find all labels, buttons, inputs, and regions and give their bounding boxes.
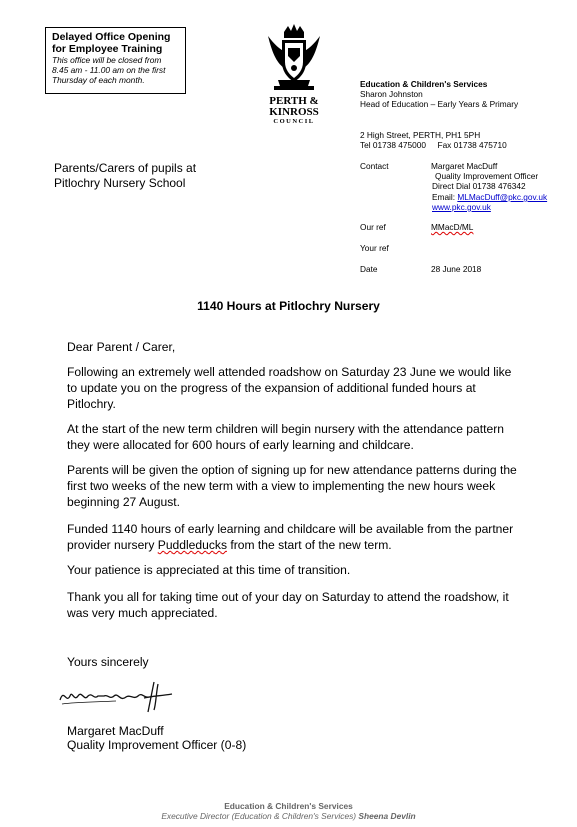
p2-line2: they were allocated for 600 hours of early learning and childcare. xyxy=(67,438,414,452)
closing: Yours sincerely xyxy=(67,655,149,669)
your-ref-label: Your ref xyxy=(360,243,389,253)
paragraph-6 xyxy=(67,589,509,621)
footer-line1: Education & Children's Services xyxy=(224,801,353,811)
p4-line2-start: provider nursery xyxy=(67,538,158,552)
signer-role: Quality Improvement Officer (0-8) xyxy=(67,738,247,752)
council-logo xyxy=(262,22,326,125)
p6-line1: Thank you all for taking time out of your day on Saturday to attend the roadshow, it xyxy=(67,590,509,604)
recipient-line1: Parents/Carers of pupils at xyxy=(54,161,197,175)
sender-name: Sharon Johnston xyxy=(360,89,423,99)
footer-line2 xyxy=(0,811,577,821)
sender-department: Education & Children's Services xyxy=(360,79,488,89)
p3-line3: beginning 27 August. xyxy=(67,495,180,509)
p4-line1: Funded 1140 hours of early learning and childcare will be available from the partner xyxy=(67,522,514,536)
paragraph-4 xyxy=(67,521,513,553)
notice-body-line2: 8.45 am - 11.00 am on the first xyxy=(52,65,166,75)
notice-title-line1: Delayed Office Opening xyxy=(52,31,171,43)
contact-direct-dial: Direct Dial 01738 476342 xyxy=(432,181,526,191)
footer-director-title: Executive Director (Education & Children's Services) xyxy=(161,811,359,821)
notice-body-line3: Thursday of each month. xyxy=(52,75,145,85)
p1-line3: Pitlochry. xyxy=(67,397,116,411)
p4-line2-end: from the start of the new term. xyxy=(227,538,392,552)
paragraph-3 xyxy=(67,462,517,510)
logo-text-line2: KINROSS xyxy=(269,106,319,118)
p4-line2 xyxy=(67,537,513,553)
p3-line1: Parents will be given the option of signing up for new attendance patterns during the xyxy=(67,463,517,477)
salutation: Dear Parent / Carer, xyxy=(67,340,176,354)
paragraph-1 xyxy=(67,364,511,412)
our-ref-label: Our ref xyxy=(360,222,386,232)
contact-name: Margaret MacDuff xyxy=(431,161,498,171)
p3-line2: first two weeks of the new term with a view to implementing the new hours week xyxy=(67,479,496,493)
contact-email-link[interactable]: MLMacDuff@pkc.gov.uk xyxy=(457,192,548,202)
sender-role: Head of Education – Early Years & Primary xyxy=(360,99,519,109)
logo-text-line3: COUNCIL xyxy=(273,118,315,125)
footer-director-name: Sheena Devlin xyxy=(358,811,416,821)
paragraph-2 xyxy=(67,421,504,453)
office-notice-box xyxy=(45,27,186,94)
contact-role: Quality Improvement Officer xyxy=(435,171,539,181)
notice-body-line1: This office will be closed from xyxy=(52,55,162,65)
contact-label: Contact xyxy=(360,161,389,171)
paragraph-5: Your patience is appreciated at this time of transition. xyxy=(67,563,351,577)
date-label: Date xyxy=(360,264,378,274)
contact-email-row xyxy=(432,192,547,202)
p4-partner-name: Puddleducks xyxy=(157,538,227,552)
logo-text-line1: PERTH & xyxy=(269,95,319,107)
p6-line2: was very much appreciated. xyxy=(67,606,218,620)
council-crest-icon xyxy=(262,22,326,92)
contact-email-label: Email: xyxy=(432,192,456,202)
notice-title-line2: for Employee Training xyxy=(52,43,163,55)
sender-tel-fax: Tel 01738 475000 Fax 01738 475710 xyxy=(360,140,507,150)
sender-address: 2 High Street, PERTH, PH1 5PH xyxy=(360,130,481,140)
signer-name: Margaret MacDuff xyxy=(67,724,164,738)
our-ref-value: MMacD/ML xyxy=(431,222,474,232)
p2-line1: At the start of the new term children will begin nursery with the attendance pattern xyxy=(67,422,504,436)
date-value: 28 June 2018 xyxy=(431,264,482,274)
contact-website-link[interactable]: www.pkc.gov.uk xyxy=(432,202,491,212)
p1-line1: Following an extremely well attended roadshow on Saturday 23 June we would like xyxy=(67,365,512,379)
signature-image xyxy=(56,678,186,714)
recipient-line2: Pitlochry Nursery School xyxy=(54,176,186,190)
p1-line2: to update you on the progress of the expansion of additional funded hours at xyxy=(67,381,476,395)
letter-subject: 1140 Hours at Pitlochry Nursery xyxy=(197,299,380,313)
